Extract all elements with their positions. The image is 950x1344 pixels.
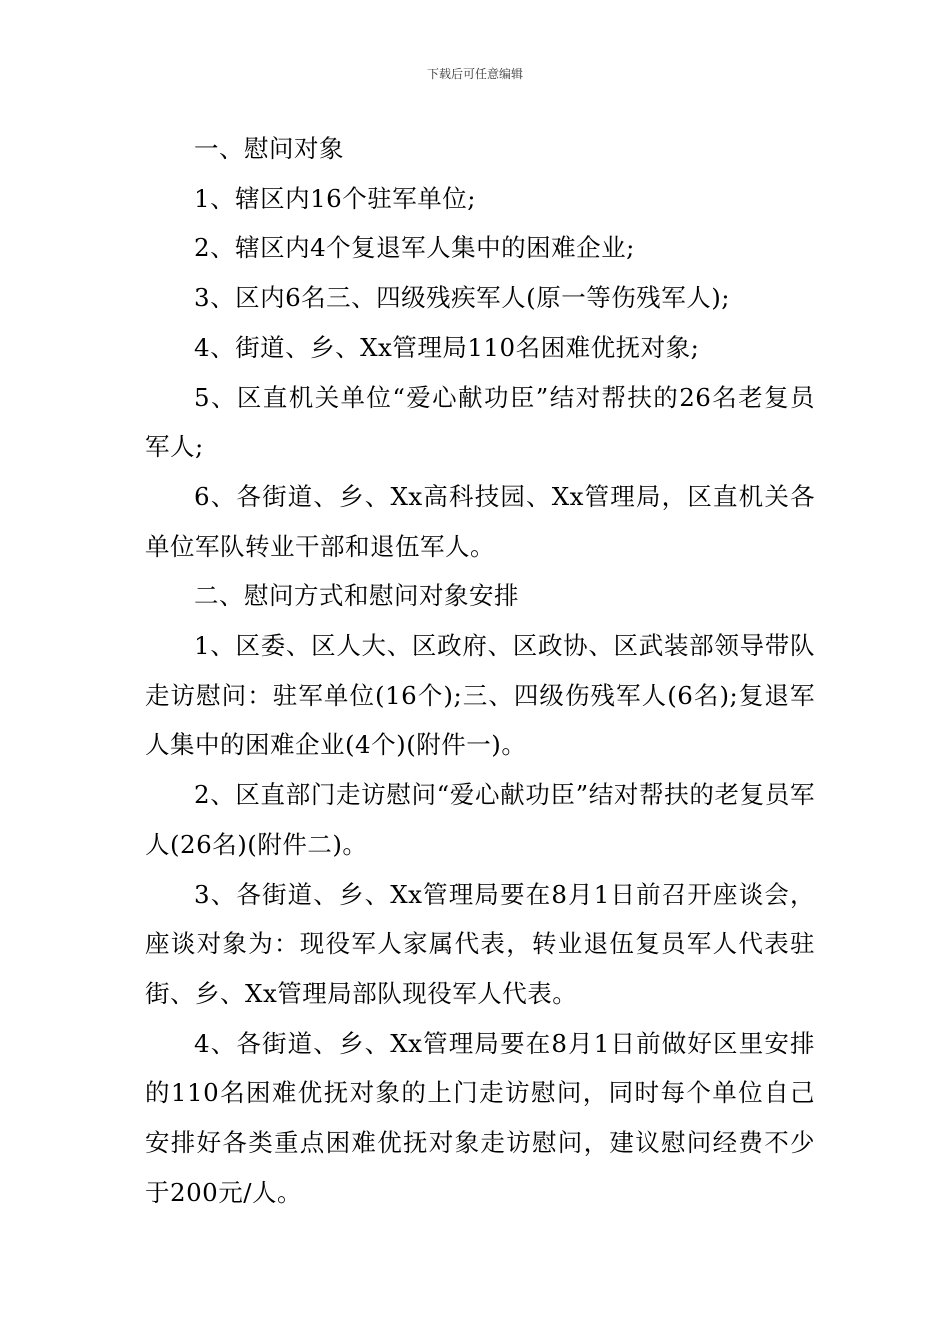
paragraph: 2、辖区内4个复退军人集中的困难企业; [194,233,635,263]
paragraph: 3、区内6名三、四级残疾军人(原一等伤残军人); [194,283,731,313]
section-heading-1: 一、慰问对象 [194,134,344,163]
paragraph: 1、辖区内16个驻军单位; [194,183,477,213]
section-heading-2: 二、慰问方式和慰问对象安排 [194,581,519,611]
paragraph: 5、区直机关单位“爱心献功臣”结对帮扶的26名老复员军人; [145,382,815,462]
paragraph: 4、街道、乡、Xx管理局110名困难优抚对象; [194,332,700,362]
paragraph: 6、各街道、乡、Xx高科技园、Xx管理局，区直机关各单位军队转业干部和退伍军人。 [145,481,815,561]
page-header: 下载后可任意编辑 [426,67,523,81]
document-body [145,124,815,1217]
paragraph: 3、各街道、乡、Xx管理局要在8月1日前召开座谈会，座谈对象为：现役军人家属代表，转业退伍复员军人代表驻街、乡、Xx管理局部队现役军人代表。 [145,879,815,1008]
paragraph: 1、区委、区人大、区政府、区政协、区武装部领导带队走访慰问：驻军单位(16个);三、四级伤残军人(6名);复退军人集中的困难企业(4个)(附件一)。 [145,631,815,760]
paragraph: 4、各街道、乡、Xx管理局要在8月1日前做好区里安排的110名困难优抚对象的上门走访慰问，同时每个单位自己安排好各类重点困难优抚对象走访慰问，建议慰问经费不少于200元/人。 [145,1028,815,1207]
paragraph: 2、区直部门走访慰问“爱心献功臣”结对帮扶的老复员军人(26名)(附件二)。 [145,780,815,859]
